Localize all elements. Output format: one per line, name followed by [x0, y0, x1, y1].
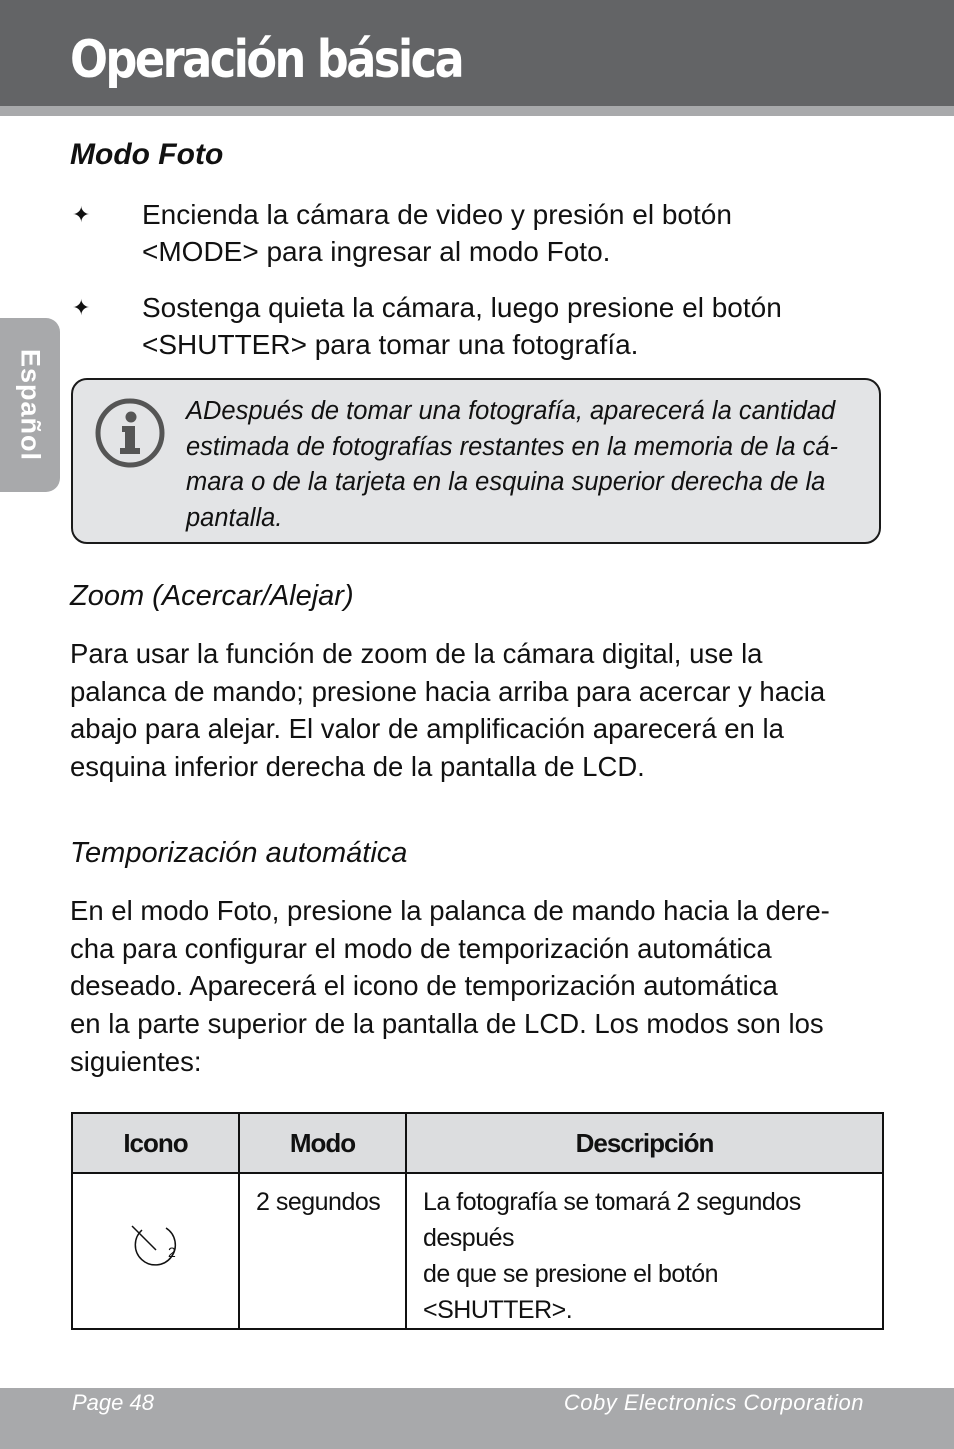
paragraph-line: cha para configurar el modo de temporización automática	[70, 932, 772, 964]
paragraph-line: Para usar la función de zoom de la cámara digital, use la	[70, 638, 763, 669]
timer-heading: Temporización automática	[70, 837, 408, 869]
paragraph-line: en la parte superior de la pantalla de LCD. Los modos son los	[70, 1008, 824, 1040]
footer-company: Coby Electronics Corporation	[563, 1390, 864, 1415]
note-line: ADespués de tomar una fotografía, aparecerá la cantidad	[186, 397, 836, 425]
paragraph-line: palanca de mando; presione hacia arriba para acercar y hacia	[70, 675, 826, 707]
paragraph-line: En el modo Foto, presione la palanca de mando hacia la dere-	[70, 895, 830, 926]
bullet-line: Encienda la cámara de video y presión el botón	[142, 199, 732, 230]
table-cell-description	[406, 1173, 883, 1329]
description-line: La fotografía se tomará 2 segundos después	[423, 1188, 801, 1252]
zoom-paragraph	[70, 635, 885, 786]
paragraph-line: siguientes:	[70, 1045, 202, 1077]
paragraph-line: deseado. Aparecerá el icono de temporización automática	[70, 970, 778, 1002]
bullet-line: Sostenga quieta la cámara, luego presione el botón	[142, 292, 782, 323]
table-cell-mode: 2 segundos	[239, 1173, 406, 1329]
photo-mode-heading: Modo Foto	[70, 138, 224, 171]
table-header-row	[72, 1113, 883, 1173]
note-line: mara o de la tarjeta en la esquina superior derecha de la	[186, 468, 826, 496]
timer-paragraph	[70, 892, 885, 1081]
note-line: pantalla.	[186, 503, 283, 532]
bullet-line: <SHUTTER> para tomar una fotografía.	[142, 329, 639, 360]
timer-2s-icon	[126, 1220, 186, 1272]
description-line: de que se presione el botón <SHUTTER>.	[423, 1260, 719, 1324]
column-header-icon: Icono	[72, 1113, 239, 1173]
column-header-mode: Modo	[239, 1113, 406, 1173]
zoom-heading: Zoom (Acercar/Alejar)	[70, 580, 354, 612]
star-bullet-icon: ✦	[72, 295, 91, 320]
paragraph-line: esquina inferior derecha de la pantalla de LCD.	[70, 751, 645, 783]
paragraph-line: abajo para alejar. El valor de amplificación aparecerá en la	[70, 713, 784, 745]
info-note-box	[71, 378, 881, 544]
info-icon	[95, 398, 165, 468]
bullet-text	[142, 289, 862, 363]
column-header-description: Descripción	[406, 1113, 883, 1173]
timer-modes-table	[71, 1112, 884, 1330]
timer-icon-label: 2	[167, 1244, 175, 1260]
bullet-line: <MODE> para ingresar al modo Foto.	[142, 236, 611, 267]
language-tab-label: Español	[15, 348, 46, 462]
table-cell-icon	[72, 1173, 239, 1329]
star-bullet-icon: ✦	[72, 202, 91, 227]
page-title: Operación básica	[70, 30, 463, 90]
note-text	[186, 394, 866, 536]
note-line: estimada de fotografías restantes en la memoria de la cá-	[186, 432, 839, 461]
bullet-text	[142, 196, 862, 270]
header-strip	[0, 106, 954, 116]
page-number: Page 48	[72, 1390, 154, 1415]
table-row	[72, 1173, 883, 1329]
